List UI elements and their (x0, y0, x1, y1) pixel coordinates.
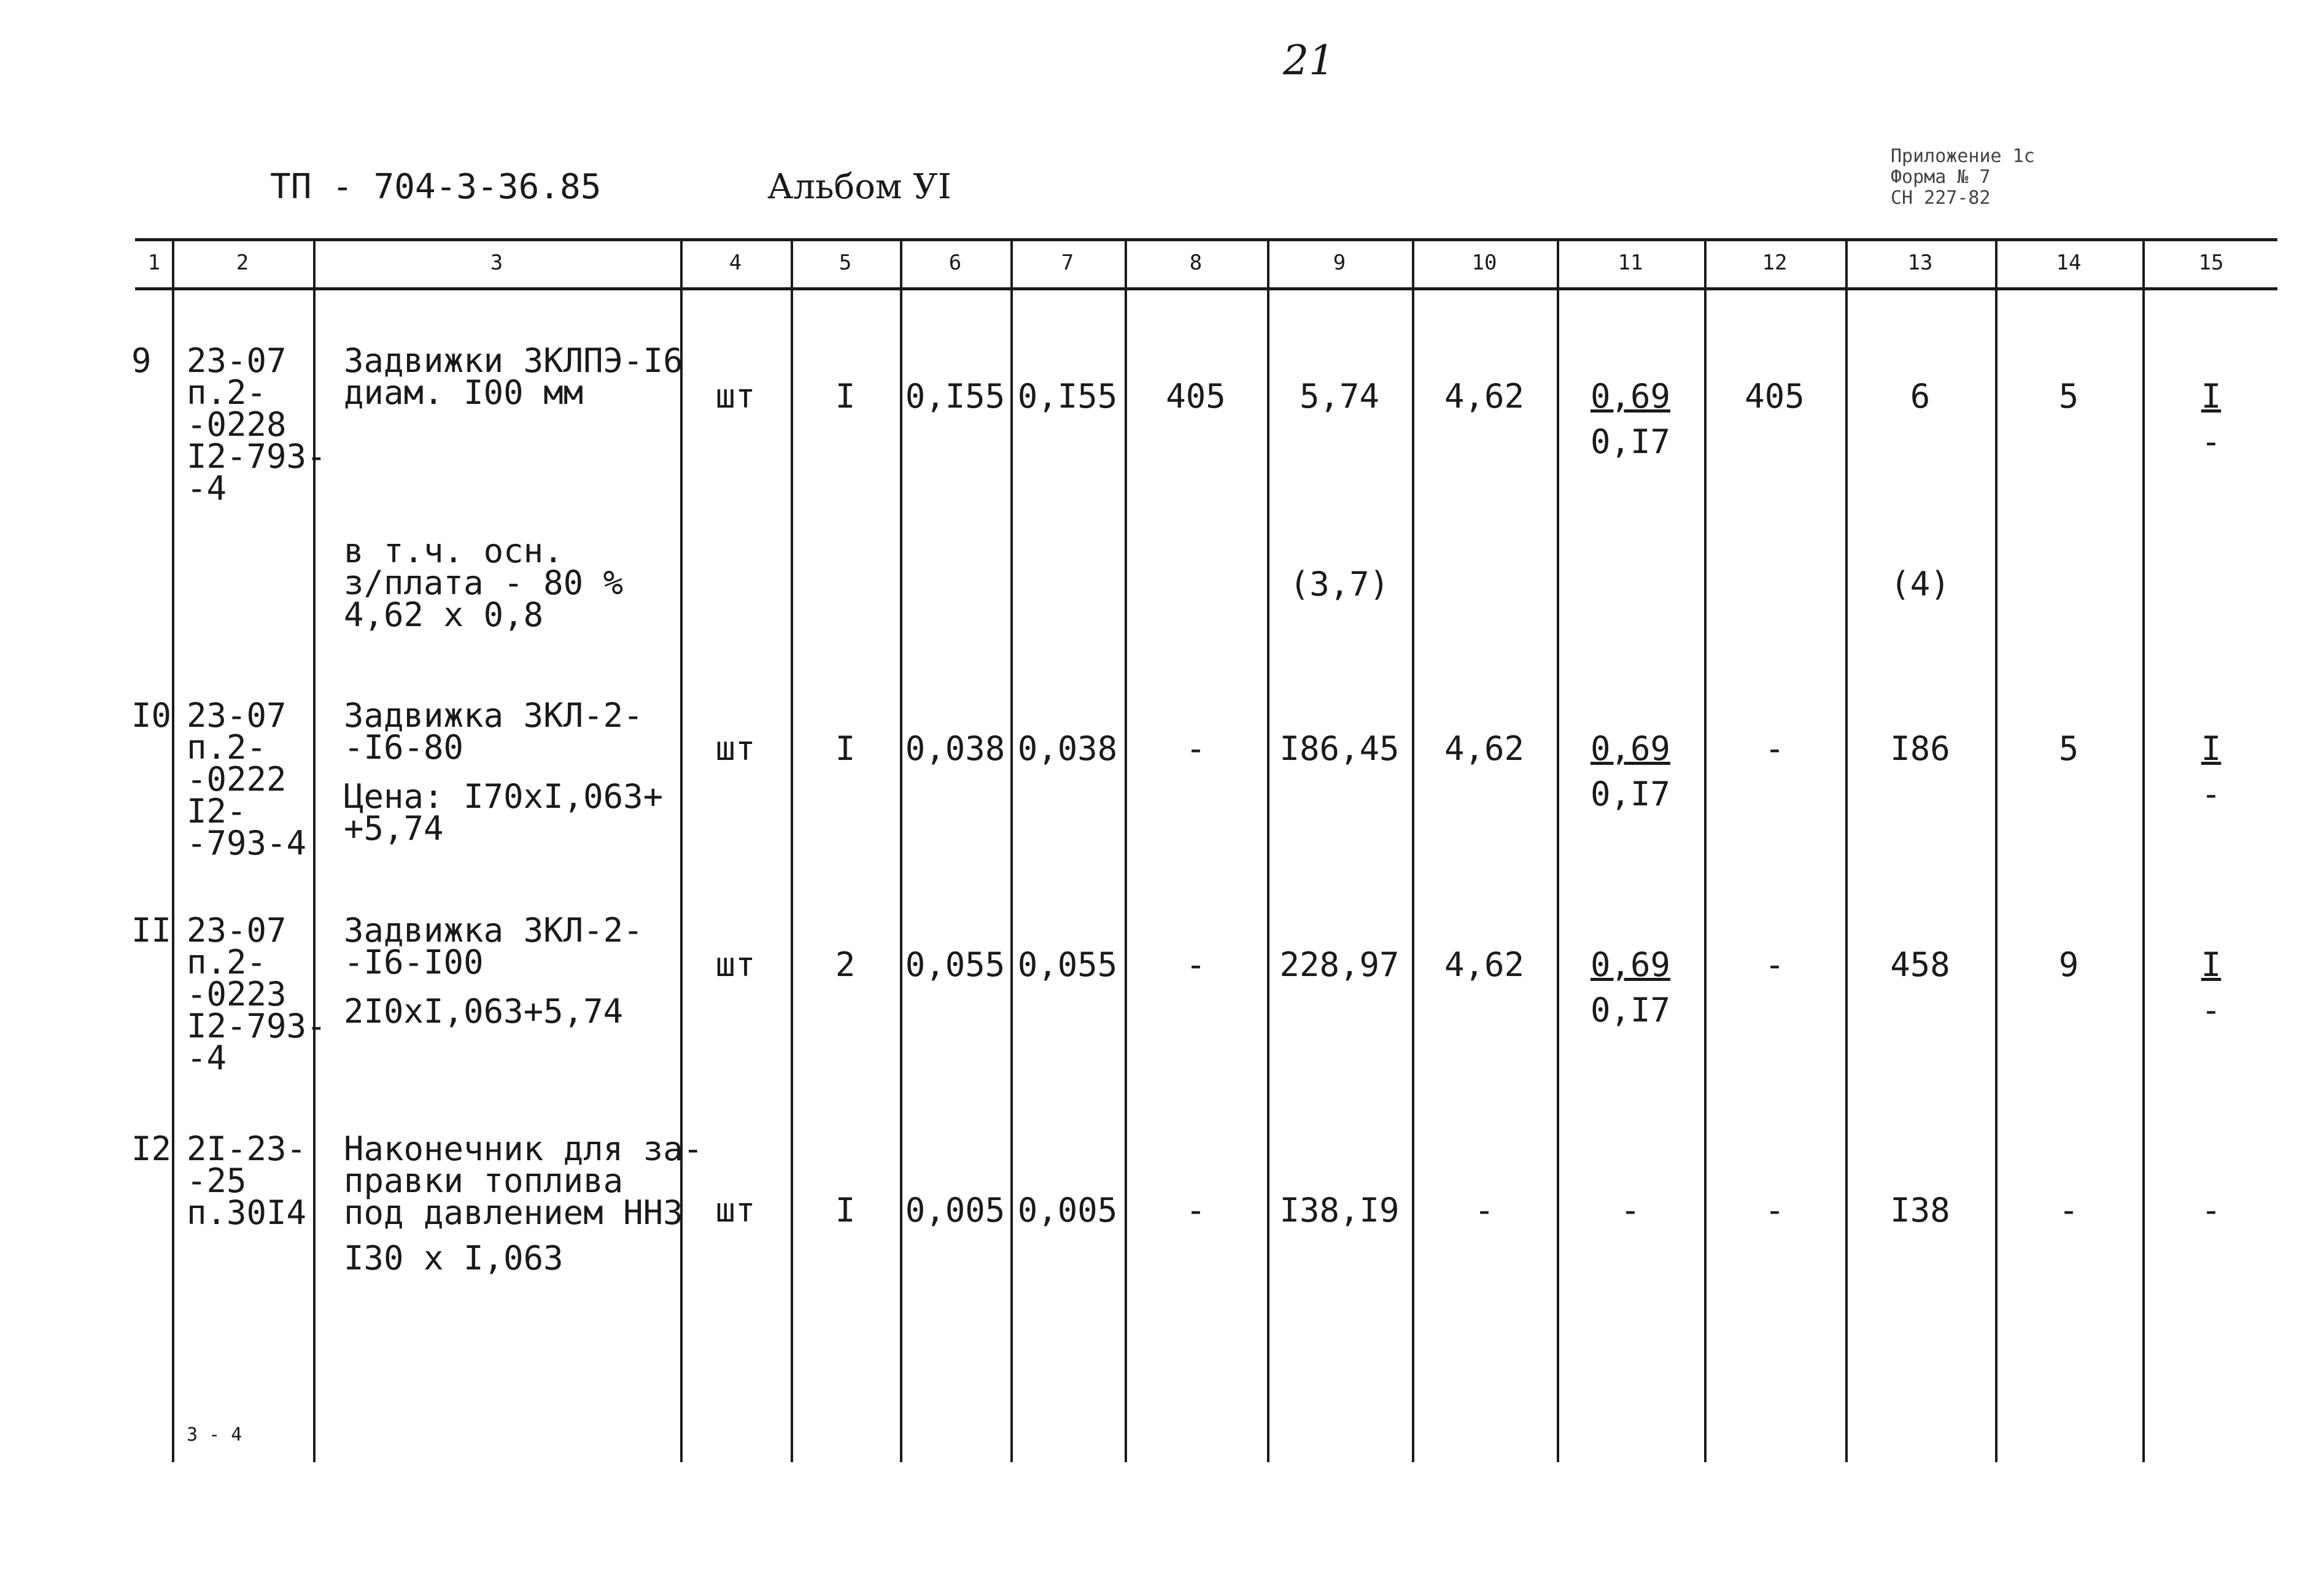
column-header: 12 (1762, 250, 1788, 275)
column-divider (1557, 241, 1559, 1462)
col6-value: 0,005 (905, 1191, 1006, 1230)
unit: шт (715, 945, 756, 984)
col15-dash: - (2201, 991, 2222, 1029)
column-divider (1704, 241, 1707, 1462)
appendix-line: Форма № 7 (1891, 166, 1991, 188)
col12-value: - (1764, 729, 1785, 768)
col14-value: - (2058, 1191, 2079, 1230)
note-col13-value: (4) (1890, 565, 1950, 603)
footer-mark: 3 - 4 (187, 1424, 242, 1446)
header-bottom-rule (135, 287, 2277, 290)
col10-value: 4,62 (1444, 729, 1525, 768)
col13-value: 458 (1890, 945, 1950, 984)
item-name: Задвижка ЗКЛ-2- -I6-80 (344, 696, 643, 767)
col15-dash: - (2201, 775, 2222, 813)
col10-value: 4,62 (1444, 945, 1525, 984)
col6-value: 0,055 (905, 945, 1006, 984)
col13-value: I38 (1890, 1191, 1950, 1230)
col9-value: I86,45 (1279, 729, 1400, 768)
column-divider (1267, 241, 1269, 1462)
appendix-line: СН 227-82 (1891, 187, 1991, 209)
col8-value: - (1185, 729, 1206, 768)
row-number: I0 (131, 696, 172, 735)
column-header: 1 (147, 250, 161, 275)
column-divider (900, 241, 902, 1462)
column-divider (1995, 241, 1997, 1462)
row-number: II (131, 911, 172, 950)
column-divider (791, 241, 793, 1462)
unit: шт (715, 377, 756, 416)
col11-bottom-value: 0,I7 (1590, 422, 1671, 461)
album-label: Альбом УI (767, 167, 951, 207)
table-top-rule (135, 238, 2277, 241)
page-number: 21 (1283, 37, 1335, 84)
col15-dash: - (2201, 422, 2222, 461)
item-name: Наконечник для за- правки топлива под давлением ННЗ (344, 1129, 703, 1232)
col8-value: - (1185, 945, 1206, 984)
col14-value: 9 (2058, 945, 2079, 984)
unit: шт (715, 1191, 756, 1230)
col10-value: - (1474, 1191, 1495, 1230)
col6-value: 0,038 (905, 729, 1006, 768)
item-code: 23-07 п.2- -0222 I2- -793-4 (187, 696, 307, 862)
column-header: 8 (1189, 250, 1203, 275)
quantity: I (835, 1191, 856, 1230)
item-name: Задвижка ЗКЛ-2- -I6-I00 (344, 911, 643, 982)
row-note: в т.ч. осн. з/плата - 80 % 4,62 х 0,8 (344, 532, 624, 634)
col14-value: 5 (2058, 377, 2079, 416)
item-name: Задвижки ЗКЛПЭ-I6 диам. I00 мм (344, 341, 683, 412)
column-divider (1010, 241, 1013, 1462)
col11-value: - (1620, 1191, 1641, 1230)
column-header: 4 (729, 250, 742, 275)
col6-value: 0,I55 (905, 377, 1006, 416)
col7-value: 0,055 (1017, 945, 1118, 984)
col14-value: 5 (2058, 729, 2079, 768)
column-header: 9 (1333, 250, 1346, 275)
row-number: 9 (131, 341, 152, 380)
column-header: 3 (490, 250, 503, 275)
col15-value: I (2201, 729, 2222, 768)
column-header: 7 (1061, 250, 1074, 275)
column-header: 2 (236, 250, 249, 275)
column-divider (172, 241, 174, 1462)
col12-value: 405 (1745, 377, 1805, 416)
column-header: 10 (1471, 250, 1497, 275)
col11-top-value: 0,69 (1590, 377, 1671, 416)
col9-value: 228,97 (1279, 945, 1400, 984)
col11-bottom-value: 0,I7 (1590, 991, 1671, 1029)
column-divider (2142, 241, 2145, 1462)
col9-value: I38,I9 (1279, 1191, 1400, 1230)
col15-value: I (2201, 945, 2222, 984)
col8-value: 405 (1166, 377, 1226, 416)
row-number: I2 (131, 1129, 172, 1168)
column-divider (1412, 241, 1414, 1462)
column-divider (1845, 241, 1848, 1462)
quantity: I (835, 377, 856, 416)
item-price-note: I30 х I,063 (344, 1239, 564, 1277)
column-header: 5 (839, 250, 852, 275)
appendix-line: Приложение 1с (1891, 145, 2035, 167)
item-price-note: 2I0хI,063+5,74 (344, 992, 624, 1031)
col9-value: 5,74 (1299, 377, 1380, 416)
col15-value: I (2201, 377, 2222, 416)
col7-value: 0,005 (1017, 1191, 1118, 1230)
quantity: I (835, 729, 856, 768)
unit: шт (715, 729, 756, 768)
column-header: 11 (1618, 250, 1643, 275)
item-code: 2I-23- -25 п.30I4 (187, 1129, 307, 1232)
col7-value: 0,038 (1017, 729, 1118, 768)
document-code: ТП - 704-3-36.85 (270, 167, 602, 207)
item-price-note: Цена: I70хI,063+ +5,74 (344, 777, 664, 848)
column-header: 13 (1907, 250, 1933, 275)
col8-value: - (1185, 1191, 1206, 1230)
column-divider (680, 241, 683, 1462)
col7-value: 0,I55 (1017, 377, 1118, 416)
col15-value: - (2201, 1191, 2222, 1230)
appendix-note (1891, 146, 2035, 209)
col12-value: - (1764, 1191, 1785, 1230)
col13-value: 6 (1910, 377, 1931, 416)
col13-value: I86 (1890, 729, 1950, 768)
col11-top-value: 0,69 (1590, 729, 1671, 768)
column-header: 14 (2056, 250, 2082, 275)
note-col9-value: (3,7) (1289, 565, 1390, 603)
column-header: 6 (948, 250, 962, 275)
quantity: 2 (835, 945, 856, 984)
col11-top-value: 0,69 (1590, 945, 1671, 984)
item-code: 23-07 п.2- -0223 I2-793- -4 (187, 911, 327, 1077)
col10-value: 4,62 (1444, 377, 1525, 416)
col11-bottom-value: 0,I7 (1590, 775, 1671, 813)
col12-value: - (1764, 945, 1785, 984)
column-divider (1125, 241, 1127, 1462)
column-header: 15 (2198, 250, 2224, 275)
item-code: 23-07 п.2- -0228 I2-793- -4 (187, 341, 327, 508)
